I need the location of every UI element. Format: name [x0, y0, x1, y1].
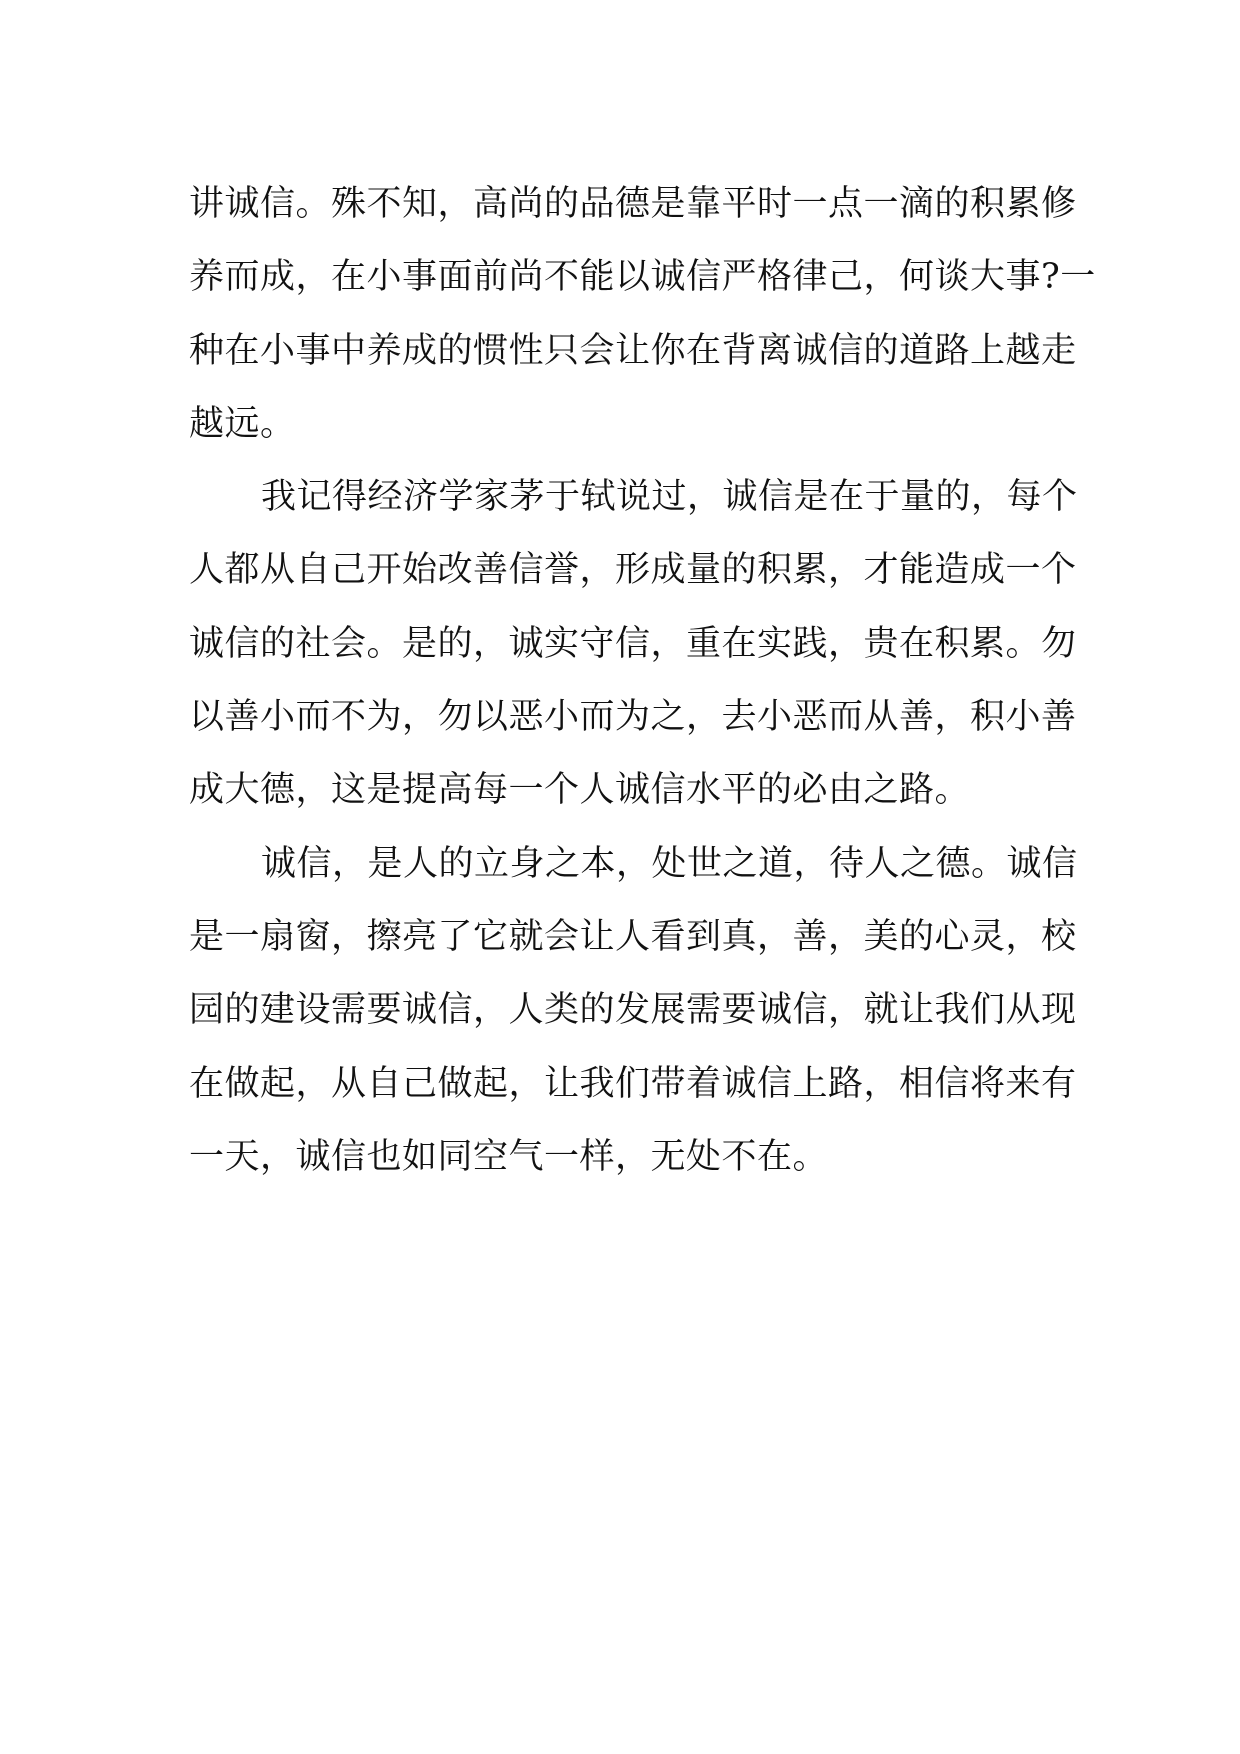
text-line: 诚信，是人的立身之本，处世之道，待人之德。诚信 [261, 843, 1078, 884]
text-line: 成大德，这是提高每一个人诚信水平的必由之路。 [189, 770, 971, 811]
text-line: 一天，诚信也如同空气一样，无处不在。 [189, 1136, 829, 1177]
text-line: 越远。 [189, 403, 296, 444]
text-line: 园的建设需要诚信，人类的发展需要诚信，就让我们从现 [189, 990, 1077, 1031]
text-line: 人都从自己开始改善信誉，形成量的积累，才能造成一个 [189, 550, 1077, 591]
paragraph-3 [189, 828, 1078, 1194]
text-line: 我记得经济学家茅于轼说过，诚信是在于量的，每个 [261, 477, 1078, 518]
essay-body [189, 168, 1096, 1194]
paragraph-2 [189, 461, 1078, 827]
text-line: 以善小而不为，勿以恶小而为之，去小恶而从善，积小善 [189, 697, 1077, 738]
paragraph-1 [189, 168, 1096, 461]
text-line: 诚信的社会。是的，诚实守信，重在实践，贵在积累。勿 [189, 623, 1077, 664]
text-line: 讲诚信。殊不知，高尚的品德是靠平时一点一滴的积累修 [189, 184, 1077, 224]
text-line: 养而成，在小事面前尚不能以诚信严格律己，何谈大事?一 [189, 257, 1096, 298]
text-line: 是一扇窗，擦亮了它就会让人看到真，善，美的心灵，校 [189, 916, 1077, 957]
text-line: 种在小事中养成的惯性只会让你在背离诚信的道路上越走 [189, 330, 1077, 371]
text-line: 在做起，从自己做起，让我们带着诚信上路，相信将来有 [189, 1063, 1077, 1104]
